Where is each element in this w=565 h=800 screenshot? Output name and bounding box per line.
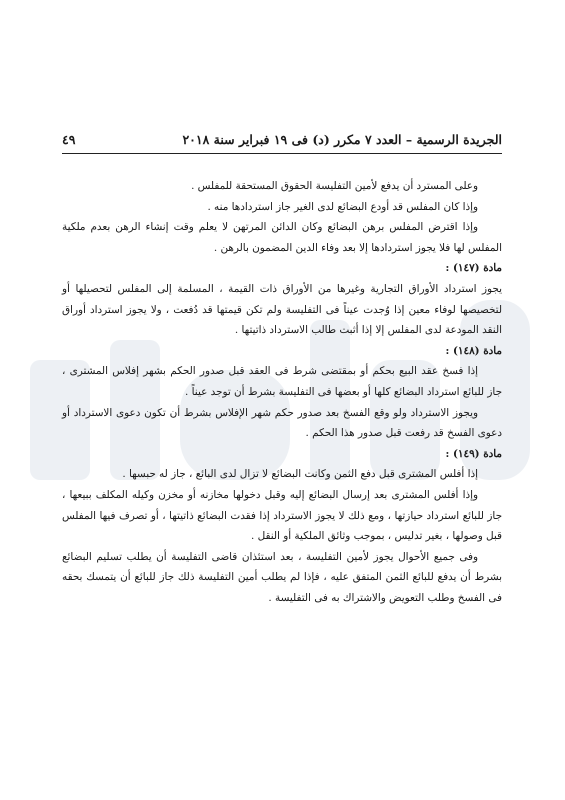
paragraph: وإذا كان المفلس قد أودع البضائع لدى الغير جاز استردادها منه . [207, 200, 478, 213]
paragraph: إذا أفلس المشترى قبل دفع الثمن وكانت البضائع لا تزال لدى البائع ، جاز له حبسها . [122, 468, 478, 481]
paragraph: يجوز استرداد الأوراق التجارية وغيرها من الأوراق ذات القيمة ، المسلمة إلى المفلس لتحصيلها أو لتخصيصها لوفاء معين إذا وُجدت عيناً فى التفليسة ولم تكن قيمتها قد دُفعت ، ولا يجوز استرداد أوراق النقد المودعة لدى المفلس إلا إذا أثبت طالب الاسترداد ذاتيتها . [62, 282, 502, 337]
document-body [62, 176, 502, 608]
page-number: ٤٩ [62, 132, 76, 147]
paragraph: وإذا اقترض المفلس برهن البضائع وكان الدائن المرتهن لا يعلم وقت إنشاء الرهن بعدم ملكية المفلس لها فلا يجوز استردادها إلا بعد وفاء الدين المضمون بالرهن . [62, 221, 502, 254]
paragraph: إذا فسخ عقد البيع بحكم أو بمقتضى شرط فى العقد قبل صدور الحكم بشهر إفلاس المشترى ، جاز للبائع استرداد البضائع كلها أو بعضها فى التفليسة بشرط أن توجد عيناً . [62, 365, 502, 398]
header-title: الجريدة الرسمية – العدد ٧ مكرر (د) فى ١٩ فبراير سنة ٢٠١٨ [182, 132, 502, 147]
paragraph: وإذا أفلس المشترى بعد إرسال البضائع إليه وقبل دخولها مخازنه أو مخزن وكيله المكلف ببيعها ، جاز للبائع استرداد حيازتها ، ومع ذلك لا يجوز الاسترداد إذا فقدت البضائع ذاتيتها ، أو تصرف فيها المفلس قبل وصولها ، بغير تدليس ، بموجب وثائق الملكية أو النقل . [62, 488, 502, 543]
page-header [62, 132, 502, 154]
article-heading: مادة (١٤٩) : [445, 447, 502, 460]
article-heading: مادة (١٤٧) : [445, 262, 502, 275]
paragraph: ويجوز الاسترداد ولو وقع الفسخ بعد صدور حكم شهر الإفلاس بشرط أن تكون دعوى الاسترداد أو دعوى الفسخ قد رفعت قبل صدور هذا الحكم . [62, 406, 502, 440]
paragraph: وفى جميع الأحوال يجوز لأمين التفليسة ، بعد استئذان قاضى التفليسة أن يطلب تسليم البضائع بشرط أن يدفع للبائع الثمن المتفق عليه ، فإذا لم يطلب أمين التفليسة ذلك جاز للبائع أن يتمسك بحقه فى الفسخ وطلب التعويض والاشتراك به فى التفليسة . [62, 550, 502, 604]
article-heading: مادة (١٤٨) : [445, 344, 502, 357]
document-page [62, 132, 502, 608]
paragraph: وعلى المسترد أن يدفع لأمين التفليسة الحقوق المستحقة للمفلس . [191, 180, 478, 192]
